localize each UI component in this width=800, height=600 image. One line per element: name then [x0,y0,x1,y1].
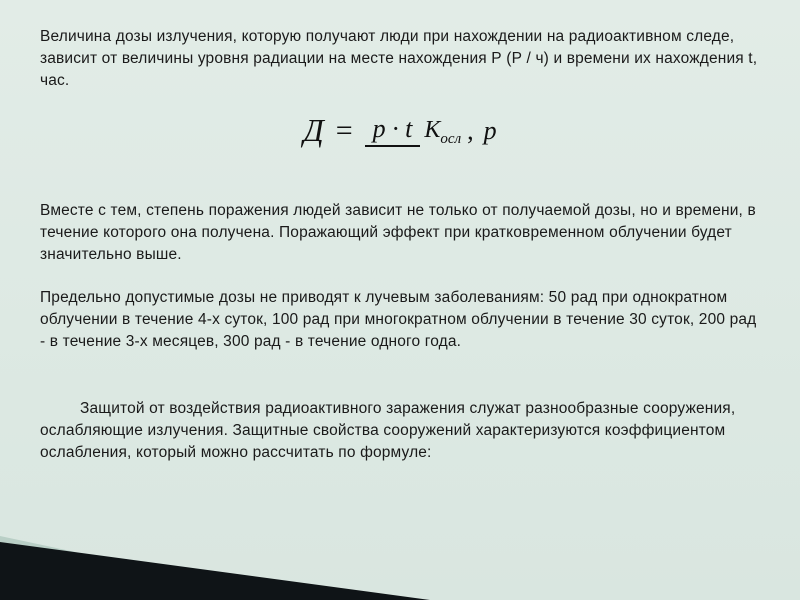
paragraph-dose-definition: Величина дозы излучения, которую получают люди при нахождении на радиоактивном следе, зависит от величины уровня радиации на месте нахождения Р (Р / ч) и времени их нахождения t, час. [40,28,758,89]
formula-lhs: Д [303,112,324,148]
formula-denominator-subscript: осл [440,130,462,147]
formula-denominator-base: K [424,116,441,143]
formula-comma: , [467,115,474,145]
dose-formula [0,112,800,149]
formula-equals: = [335,113,353,147]
paragraph-exposure-time: Вместе с тем, степень поражения людей зависит не только от получаемой дозы, но и времени, в течение которого она получена. Поражающий эффект при кратковременном облучении будет значительно выше. [40,202,756,263]
formula-denominator [424,114,462,147]
formula-numerator: p · t [365,114,421,147]
paragraph-protection: Защитой от воздействия радиоактивного заражения служат разнообразные сооружения, ослабляющие излучения. Защитные свойства сооружений характеризуются коэффициентом ослабления, который можно рассчитать по формуле: [40,400,736,461]
formula-inner [303,112,496,149]
formula-unit: р [483,115,497,145]
formula-row [303,112,496,149]
formula-fraction [365,114,461,148]
paragraph-permissible-doses: Предельно допустимые дозы не приводят к лучевым заболеваниям: 50 рад при однократном облучении в течение 4-х суток, 100 рад при многократном облучении в течение 30 суток, 200 рад - в течение 3-х месяцев, 300 рад - в течение одного года. [40,289,757,350]
